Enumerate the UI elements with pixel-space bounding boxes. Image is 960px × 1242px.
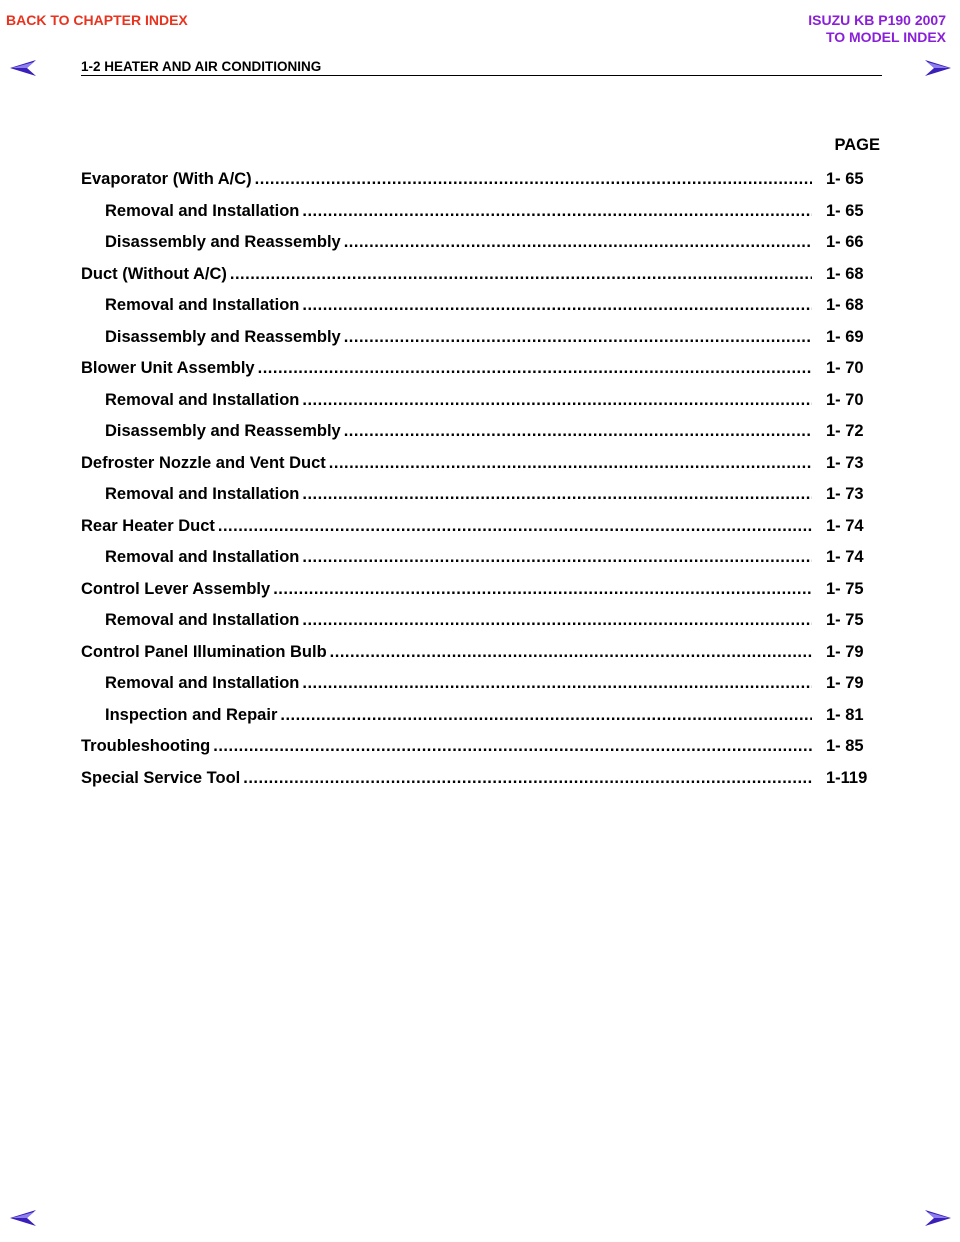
toc-entry-page: 1- 68: [826, 264, 864, 283]
toc-entry-title: Duct (Without A/C): [81, 264, 227, 283]
dot-leader: [330, 643, 812, 662]
toc-entry-title: Special Service Tool: [81, 768, 241, 787]
right-arrow-icon[interactable]: [925, 60, 951, 78]
toc-entry-page: 1- 68: [826, 296, 864, 314]
toc-entry[interactable]: [105, 416, 864, 447]
toc-entry-title: Disassembly and Reassembly: [105, 327, 341, 346]
toc-entry-title: Removal and Installation: [105, 390, 300, 409]
toc-entry[interactable]: [105, 322, 864, 353]
toc-entry-title: Inspection and Repair: [105, 705, 278, 724]
toc-entry-title: Removal and Installation: [105, 296, 300, 314]
dot-leader: [230, 265, 812, 284]
page-column-label: PAGE: [834, 136, 880, 154]
toc-entry-page: 1-119: [826, 768, 868, 787]
dot-leader: [329, 454, 812, 473]
toc-entry-page: 1- 79: [826, 674, 864, 692]
toc-entry[interactable]: [81, 763, 868, 794]
toc-entry[interactable]: [105, 479, 864, 510]
toc-entry-page: 1- 75: [826, 579, 864, 598]
toc-entry-page: 1- 85: [826, 737, 864, 755]
toc-entry-page: 1- 79: [826, 642, 864, 661]
toc-entry[interactable]: [105, 385, 864, 416]
toc-entry-title: Removal and Installation: [105, 611, 300, 629]
toc-entry-title: Control Panel Illumination Bulb: [81, 642, 327, 661]
toc-entry-page: 1- 66: [826, 233, 864, 251]
toc-entry-title: Removal and Installation: [105, 548, 300, 566]
toc-entry-title: Disassembly and Reassembly: [105, 233, 341, 251]
to-model-index-label: TO MODEL INDEX: [825, 29, 946, 45]
dot-leader: [273, 580, 812, 599]
toc-entry[interactable]: [81, 511, 864, 542]
right-arrow-icon[interactable]: [925, 1210, 951, 1228]
toc-entry-page: 1- 72: [826, 422, 864, 440]
toc-entry[interactable]: [105, 605, 864, 636]
left-arrow-icon[interactable]: [10, 1210, 36, 1228]
toc-entry-page: 1- 73: [826, 485, 864, 503]
toc-entry[interactable]: [81, 259, 864, 290]
toc-entry-page: 1- 73: [826, 453, 864, 472]
toc-entry[interactable]: [81, 448, 864, 479]
toc-entry[interactable]: [105, 227, 864, 258]
toc-entry[interactable]: [105, 542, 864, 573]
toc-entry-title: Evaporator (With A/C): [81, 170, 252, 188]
toc-entry-title: Removal and Installation: [105, 485, 300, 503]
dot-leader: [255, 170, 812, 189]
toc-entry[interactable]: [81, 164, 864, 195]
left-arrow-icon[interactable]: [10, 60, 36, 78]
toc-entry[interactable]: [105, 196, 864, 227]
toc-entry-title: Troubleshooting: [81, 737, 211, 755]
toc-entry-page: 1- 74: [826, 548, 864, 566]
toc-entry-title: Control Lever Assembly: [81, 579, 271, 598]
dot-leader: [302, 296, 812, 315]
toc-entry-page: 1- 75: [826, 611, 864, 629]
toc-entry-page: 1- 81: [826, 705, 864, 724]
dot-leader: [280, 706, 812, 725]
toc-entry-page: 1- 70: [826, 390, 864, 409]
toc-entry-title: Rear Heater Duct: [81, 516, 215, 535]
dot-leader: [258, 359, 812, 378]
back-to-chapter-index-link[interactable]: BACK TO CHAPTER INDEX: [6, 12, 188, 28]
dot-leader: [302, 548, 812, 567]
toc-entry[interactable]: [105, 668, 864, 699]
dot-leader: [344, 233, 812, 252]
model-index-link[interactable]: [808, 12, 946, 46]
toc-entry-page: 1- 74: [826, 516, 864, 535]
dot-leader: [213, 737, 812, 756]
toc-entry[interactable]: [81, 353, 864, 384]
toc-entry-page: 1- 69: [826, 327, 864, 346]
dot-leader: [344, 422, 812, 441]
dot-leader: [243, 769, 812, 788]
dot-leader: [344, 328, 812, 347]
dot-leader: [302, 611, 812, 630]
toc-entry-title: Defroster Nozzle and Vent Duct: [81, 453, 326, 472]
toc-entry-title: Removal and Installation: [105, 201, 300, 220]
toc-entry[interactable]: [81, 731, 864, 762]
toc-entry[interactable]: [105, 290, 864, 321]
dot-leader: [302, 391, 812, 410]
toc-entry-page: 1- 70: [826, 359, 864, 377]
dot-leader: [218, 517, 812, 536]
toc-entry-title: Removal and Installation: [105, 674, 300, 692]
toc-entry[interactable]: [81, 574, 864, 605]
dot-leader: [302, 485, 812, 504]
toc-entry[interactable]: [81, 637, 864, 668]
section-header: 1-2 HEATER AND AIR CONDITIONING: [81, 59, 882, 76]
toc-entry-page: 1- 65: [826, 201, 864, 220]
model-title: ISUZU KB P190 2007: [808, 12, 946, 28]
toc-entry-title: Blower Unit Assembly: [81, 359, 255, 377]
dot-leader: [302, 202, 812, 221]
toc-entry-page: 1- 65: [826, 170, 864, 188]
dot-leader: [302, 674, 812, 693]
toc-entry-title: Disassembly and Reassembly: [105, 422, 341, 440]
toc-entry[interactable]: [105, 700, 864, 731]
